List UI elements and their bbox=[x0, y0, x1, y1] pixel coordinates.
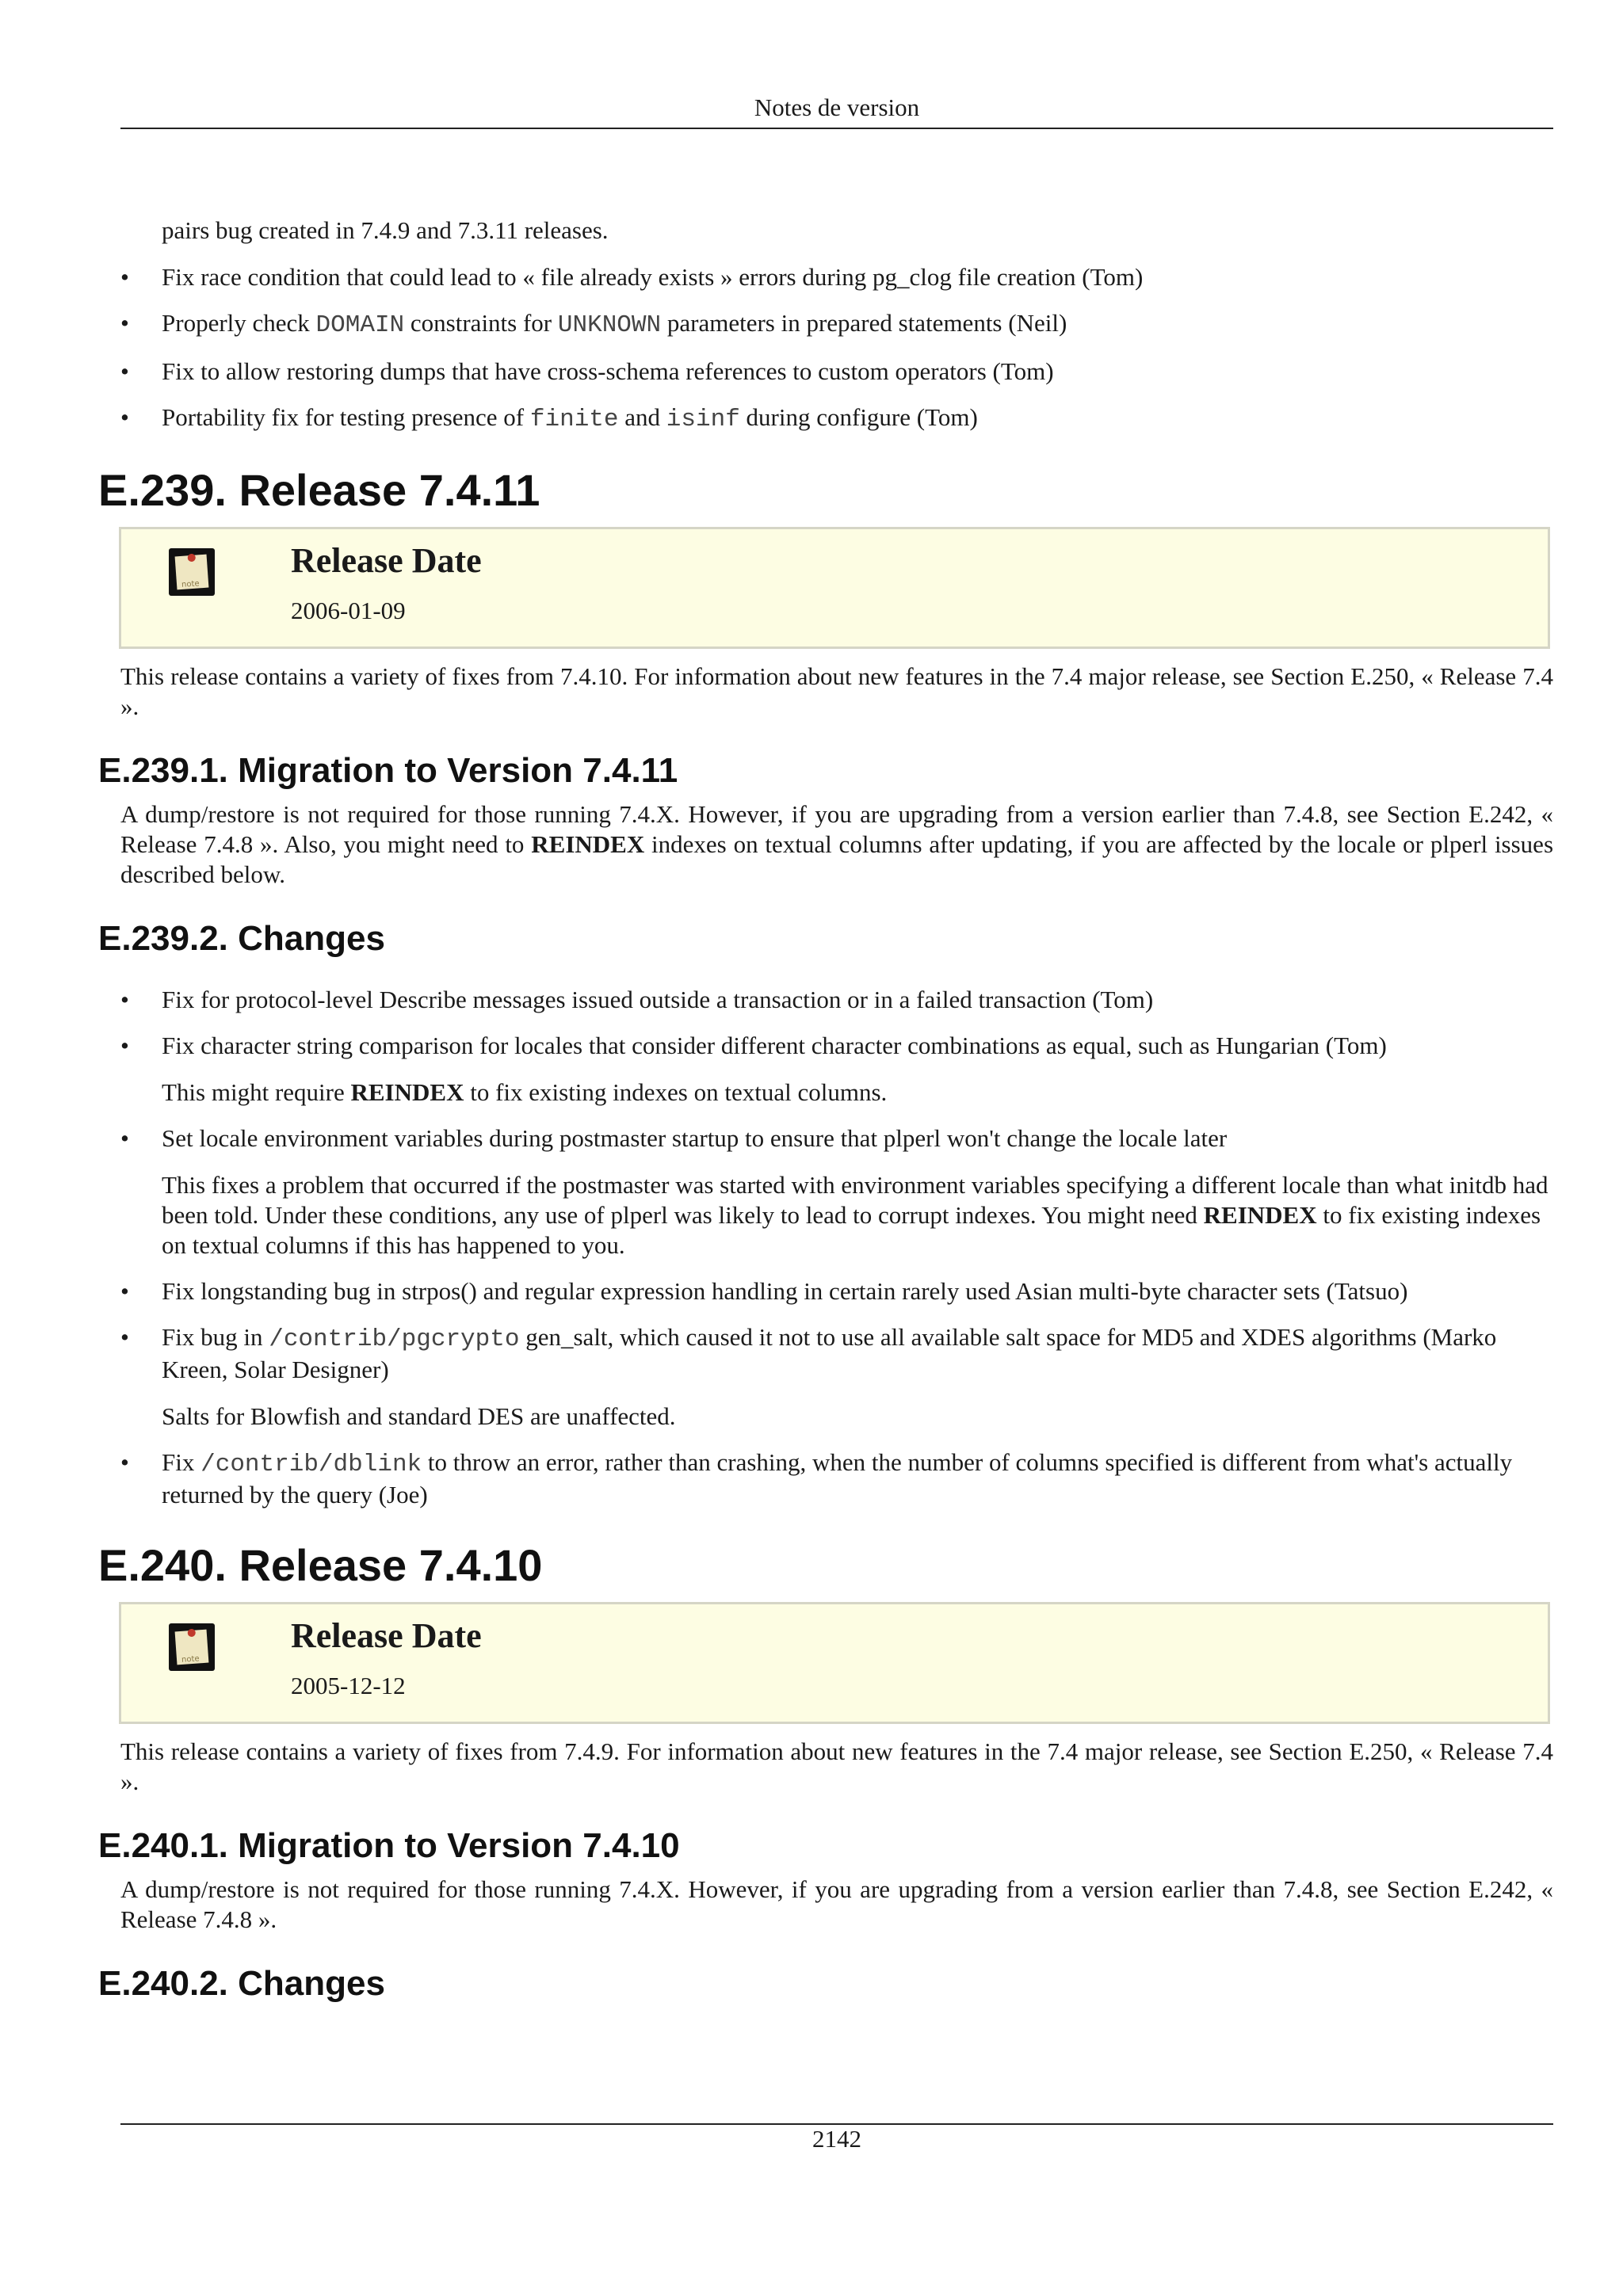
bullet-glyph: • bbox=[120, 1124, 129, 1152]
list-item-text: Fix race condition that could lead to « file already exists » errors during pg_clog file creation (Tom) bbox=[162, 263, 1144, 291]
code-literal: finite bbox=[529, 406, 619, 433]
subsection-heading-changes: E.240.2. Changes bbox=[98, 1964, 385, 2003]
note-icon: note bbox=[169, 1623, 215, 1671]
bullet-glyph: • bbox=[120, 1277, 129, 1305]
subsection-heading-migration: E.240.1. Migration to Version 7.4.10 bbox=[98, 1826, 680, 1865]
note-title: Release Date bbox=[291, 541, 482, 580]
bullet-glyph: • bbox=[120, 357, 129, 385]
release-date-note bbox=[119, 1602, 1550, 1724]
list-item bbox=[98, 1447, 1553, 1510]
subsection-heading-migration: E.239.1. Migration to Version 7.4.11 bbox=[98, 751, 678, 790]
list-item-text: Fix bug in /contrib/pgcrypto gen_salt, which caused it not to use all available salt space for MD5 and XDES algorithms (Marko Kreen, Solar Designer) bbox=[162, 1323, 1497, 1383]
changes-list bbox=[98, 985, 1553, 1510]
bullet-glyph: • bbox=[120, 1323, 129, 1351]
running-header: Notes de version bbox=[754, 93, 920, 121]
section-intro-paragraph: This release contains a variety of fixes from 7.4.10. For information about new features in the 7.4 major release, see Section E.250, « Release 7.4 ». bbox=[120, 662, 1553, 720]
bullet-glyph: • bbox=[120, 986, 129, 1013]
code-literal: isinf bbox=[666, 406, 740, 433]
code-literal: UNKNOWN bbox=[557, 311, 662, 339]
list-item bbox=[98, 308, 1553, 341]
page-content bbox=[98, 215, 1553, 2012]
list-item bbox=[98, 1123, 1553, 1261]
bullet-glyph: • bbox=[120, 309, 129, 337]
list-item bbox=[98, 262, 1553, 292]
note-icon: note bbox=[169, 548, 215, 596]
list-item bbox=[98, 985, 1553, 1015]
bullet-glyph: • bbox=[120, 403, 129, 431]
subsection-heading-changes: E.239.2. Changes bbox=[98, 919, 385, 958]
release-date: 2006-01-09 bbox=[291, 597, 406, 624]
command-name: REINDEX bbox=[350, 1078, 464, 1106]
list-item-text: Portability fix for testing presence of finite and isinf during configure (Tom) bbox=[162, 403, 978, 433]
section-heading-e239: E.239. Release 7.4.11 bbox=[98, 465, 540, 515]
list-item-text: Fix character string comparison for locales that consider different character combinations as equal, such as Hungarian (Tom) bbox=[162, 1032, 1387, 1059]
list-item-text: Properly check DOMAIN constraints for UNKNOWN parameters in prepared statements (Neil) bbox=[162, 309, 1067, 339]
code-literal: /contrib/dblink bbox=[200, 1451, 422, 1478]
release-date-note bbox=[119, 527, 1550, 649]
list-item-text: Fix for protocol-level Describe messages issued outside a transaction or in a failed transaction (Tom) bbox=[162, 986, 1154, 1013]
bullet-glyph: • bbox=[120, 1032, 129, 1059]
command-name: REINDEX bbox=[1203, 1201, 1317, 1229]
section-heading-e240: E.240. Release 7.4.10 bbox=[98, 1540, 543, 1590]
section-intro-paragraph: This release contains a variety of fixes from 7.4.9. For information about new features in the 7.4 major release, see Section E.250, « Release 7.4 ». bbox=[120, 1737, 1553, 1795]
list-item-text: Fix to allow restoring dumps that have cross-schema references to custom operators (Tom) bbox=[162, 357, 1054, 385]
list-item bbox=[98, 1031, 1553, 1108]
list-item bbox=[98, 402, 1553, 435]
list-item-detail: Salts for Blowfish and standard DES are unaffected. bbox=[162, 1402, 676, 1430]
list-item-detail: This might require REINDEX to fix existing indexes on textual columns. bbox=[162, 1078, 888, 1106]
note-title: Release Date bbox=[291, 1616, 482, 1655]
continued-text: pairs bug created in 7.4.9 and 7.3.11 releases. bbox=[162, 216, 609, 244]
bullet-glyph: • bbox=[120, 263, 129, 291]
intro-bullet-list bbox=[98, 262, 1553, 435]
command-name: REINDEX bbox=[531, 830, 645, 858]
list-item bbox=[98, 1276, 1553, 1306]
code-literal: DOMAIN bbox=[315, 311, 405, 339]
list-item-text: Fix longstanding bug in strpos() and regular expression handling in certain rarely used Asian multi-byte character sets (Tatsuo) bbox=[162, 1277, 1408, 1305]
list-item-text: Fix /contrib/dblink to throw an error, rather than crashing, when the number of columns specified is different from what's actually returned by the query (Joe) bbox=[162, 1448, 1513, 1508]
list-item bbox=[98, 357, 1553, 387]
list-item-text: Set locale environment variables during postmaster startup to ensure that plperl won't change the locale later bbox=[162, 1124, 1228, 1152]
page-number: 2142 bbox=[812, 2125, 861, 2153]
migration-paragraph: A dump/restore is not required for those running 7.4.X. However, if you are upgrading from a version earlier than 7.4.8, see Section E.242, « Release 7.4.8 ». Also, you might need to REINDEX indexes on textual columns after updating, if you are affected by the locale or plperl issues described below. bbox=[120, 800, 1554, 888]
release-date: 2005-12-12 bbox=[291, 1672, 406, 1699]
list-item bbox=[98, 1322, 1553, 1432]
bullet-glyph: • bbox=[120, 1448, 129, 1476]
list-item-detail: This fixes a problem that occurred if the postmaster was started with environment variables specifying a different locale than what initdb had been told. Under these conditions, any use of plperl was likely to lead to corrupt indexes. You might need REINDEX to fix existing indexes on textual columns if this has happened to you. bbox=[162, 1171, 1549, 1259]
header-rule bbox=[120, 128, 1553, 129]
migration-paragraph: A dump/restore is not required for those running 7.4.X. However, if you are upgrading from a version earlier than 7.4.8, see Section E.242, « Release 7.4.8 ». bbox=[120, 1875, 1553, 1933]
code-literal: /contrib/pgcrypto bbox=[269, 1325, 520, 1353]
